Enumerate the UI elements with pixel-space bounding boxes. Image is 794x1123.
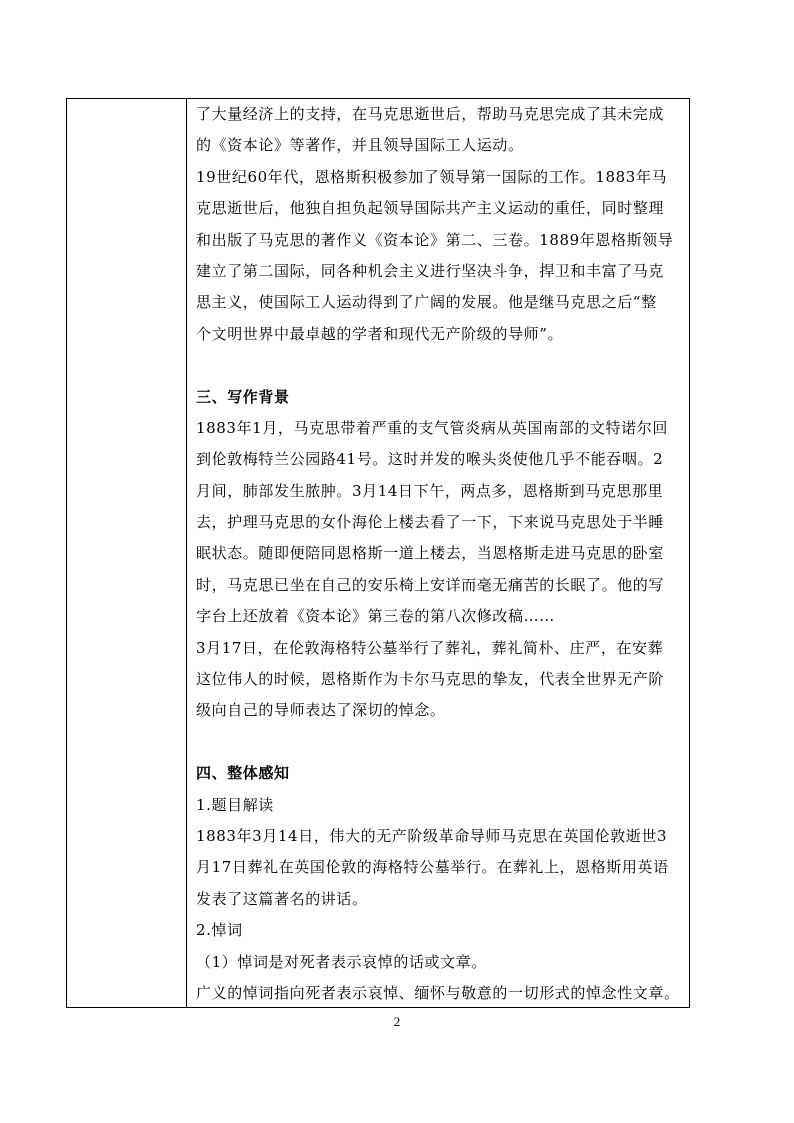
- text-line: 1883年3月14日，伟大的无产阶级革命导师马克思在英国伦敦逝世3: [196, 826, 668, 845]
- text-line: 月17日葬礼在英国伦敦的海格特公墓举行。在葬礼上，恩格斯用英语: [196, 858, 669, 877]
- section-heading-writing-background: 三、写作背景: [196, 387, 290, 406]
- text-line: 思主义，使国际工人运动得到了广阔的发展。他是继马克思之后“整: [196, 293, 657, 312]
- text-line: 克思逝世后，他独自担负起领导国际共产主义运动的重任，同时整理: [196, 199, 665, 218]
- text-line: 时，马克思已坐在自己的安乐椅上安详而毫无痛苦的长眠了。他的写: [196, 575, 665, 594]
- text-line: 2.悼词: [196, 921, 243, 940]
- text-line: 眠状态。随即便陪同恩格斯一道上楼去，当恩格斯走进马克思的卧室: [196, 544, 665, 563]
- content-table: [66, 98, 690, 1008]
- text-line: 1883年1月，马克思带着严重的支气管炎病从英国南部的文特诺尔回: [196, 418, 668, 437]
- text-line: 广义的悼词指向死者表示哀悼、缅怀与敬意的一切形式的悼念性文章。: [196, 983, 680, 1002]
- table-content-cell: [188, 99, 689, 1007]
- table-left-cell: [67, 99, 187, 1007]
- text-line: 到伦敦梅特兰公园路41号。这时并发的喉头炎使他几乎不能吞咽。2: [196, 450, 664, 469]
- text-line: 去，护理马克思的女仆海伦上楼去看了一下，下来说马克思处于半睡: [196, 513, 665, 532]
- text-line: 19世纪60年代，恩格斯积极参加了领导第一国际的工作。1883年马: [196, 167, 668, 186]
- text-line: 建立了第二国际，同各种机会主义进行坚决斗争，捍卫和丰富了马克: [196, 261, 665, 280]
- text-line: 和出版了马克思的著作义《资本论》第二、三卷。1889年恩格斯领导: [196, 230, 674, 249]
- text-line: （1）悼词是对死者表示哀悼的话或文章。: [196, 952, 487, 971]
- blank-line: [196, 350, 683, 381]
- text-line: 3月17日，在伦敦海格特公墓举行了葬礼，葬礼简朴、庄严，在安葬: [196, 638, 664, 657]
- blank-line: [196, 727, 683, 758]
- text-line: 发表了这篇著名的讲话。: [196, 889, 368, 908]
- text-line: 的《资本论》等著作，并且领导国际工人运动。: [196, 136, 524, 155]
- text-line: 了大量经济上的支持，在马克思逝世后，帮助马克思完成了其未完成: [196, 105, 665, 123]
- section-heading-overall-perception: 四、整体感知: [196, 764, 290, 783]
- text-line: 月间，肺部发生脓肿。3月14日下午，两点多，恩格斯到马克思那里: [196, 481, 664, 500]
- text-line: 1.题目解读: [196, 795, 274, 814]
- text-line: 字台上还放着《资本论》第三卷的第八次修改稿……: [196, 607, 555, 626]
- page-number: 2: [393, 1014, 401, 1029]
- text-line: 这位伟人的时候，恩格斯作为卡尔马克思的挚友，代表全世界无产阶: [196, 670, 665, 689]
- text-line: 级向自己的导师表达了深切的悼念。: [196, 701, 446, 720]
- text-line: 个文明世界中最卓越的学者和现代无产阶级的导师”。: [196, 324, 564, 343]
